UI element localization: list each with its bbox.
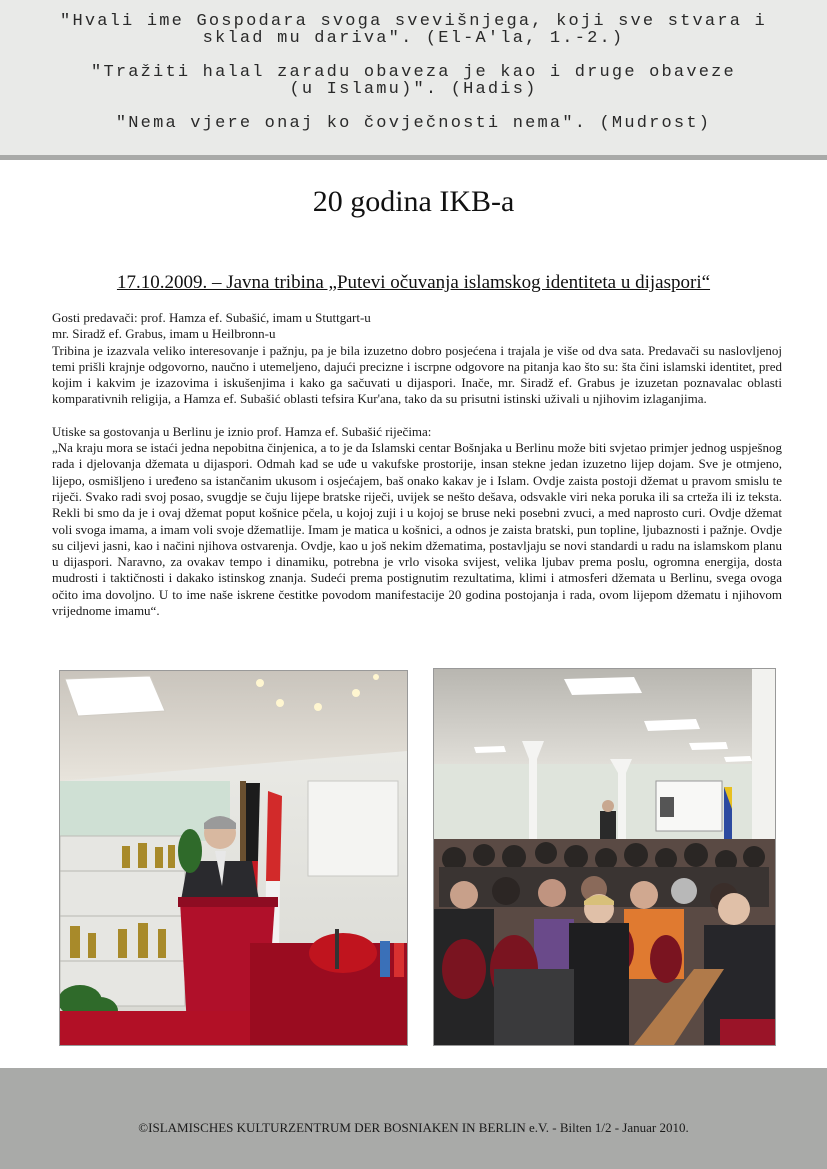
article-subtitle: 17.10.2009. – Javna tribina „Putevi očuvanja islamskog identiteta u dijaspori“ [116,272,711,293]
quote-2-line-1: "Tražiti halal zaradu obaveza je kao i druge obaveze [91,63,736,82]
article-body [52,310,782,619]
guests-line-1: Gosti predavači: prof. Hamza ef. Subašić, imam u Stuttgart-u [52,310,371,325]
quote-paragraph: „Na kraju mora se istaći jedna nepobitna činjenica, a to je da Islamski centar Bošnjaka u Berlinu može biti svjetao primjer jednog uspješnog rada i djelovanja džemata u dijaspori. Odmah kad se uđe u vakufske prostorije, insan stekne jedan izuzetno lijep dojam. Sve je otmjeno, lijepo, osmišljeno i uređeno sa istančanim ukusom i osjećajem, baš onako kakav je i Islam. Ovdje zaista postoji džemat u pravom smislu te riječi. Svako radi svoj posao, svugdje se čuju lijepe bratske riječi, uvijek se nešto dešava, odsvakle viri neka poruka ili sa crteža ili iz teksta. Rekli bi smo da je i ovaj džemat poput košnice pčela, u kojoj zuji i u kojoj se bruse neki posebni zvuci, a med naprosto curi. Ovdje džemat voli svoga imama, a imam voli svoje džematlije. Imam je matica u košnici, a odnos je zaista bratski, pun topline, ljubaznosti i pažnje. Ovdje su ciljevi jasni, kao i načini njihova ostvarenja. Ovdje, kao u još nekim džematima, postavljaju se novi standardi u radu na islamskom planu u dijaspori. Naravno, za ovakav tempo i dinamiku, potrebna je vrlo visoka svijest, velika ljubav prema poslu, ogromna energija, dosta mudrosti i taktičnosti i dakako istinskog znanja. Sudeći prema postignutim rezultatima, klimi i atmosferi džemata u Berlinu, svega ovoga očito ima dovoljno. U to ime naše iskrene čestitke povodom manifestacije 20 godina postojanja i rada, ovom lijepom džematu i njihovom vrijednome imamu“. [52,440,782,619]
page-footer [0,1068,827,1169]
photo-speaker-illustration [60,671,407,1045]
quote-1-line-1: "Hvali ime Gospodara svoga svevišnjega, koji sve stvara i [60,12,767,31]
quote-1-line-2: sklad mu dariva". (El-A'la, 1.-2.) [202,29,625,48]
quote-1 [60,13,767,47]
quote-2 [60,64,767,98]
guests-line-2: mr. Siradž ef. Grabus, imam u Heilbronn-u [52,326,276,342]
photo-speaker-podium [59,670,408,1046]
paragraph-gap [52,408,782,424]
photo-audience-illustration [434,669,775,1045]
quote-3 [60,115,767,132]
footer-text: ©ISLAMISCHES KULTURZENTRUM DER BOSNIAKEN IN BERLIN e.V. - Bilten 1/2 - Januar 2010. [138,1120,689,1135]
intro-paragraph-2: Utiske sa gostovanja u Berlinu je iznio prof. Hamza ef. Subašić riječima: [52,423,432,439]
photo-audience-hall [433,668,776,1046]
quote-header [0,0,827,160]
quote-3-line-1: "Nema vjere onaj ko čovječnosti nema". (Mudrost) [115,114,712,133]
quote-2-line-2: (u Islamu)". (Hadis) [289,80,538,99]
paragraph-1: Tribina je izazvala veliko interesovanje i pažnju, pa je bila izuzetno dobro posjećena i trajala je više od dva sata. Predavači su naslovljenoj temi prišli krajnje odgovorno, naučno i utemeljeno, dajući precizne i iscrpne odgovore na pitanja kao što su: šta čini islamski identitet, pred kojim i kakvim je izazovima i iskušenjima i kako ga sačuvati u dijaspori. Inače, mr. Siradž ef. Grabus je izuzetan poznavalac oblasti komparativnih religija, a Hamza ef. Subašić oblasti tefsira Kur'ana, tako da su prisutni istinski uživali u njihovim izlaganjima. [52,342,782,407]
page-title: 20 godina IKB-a [312,185,515,218]
